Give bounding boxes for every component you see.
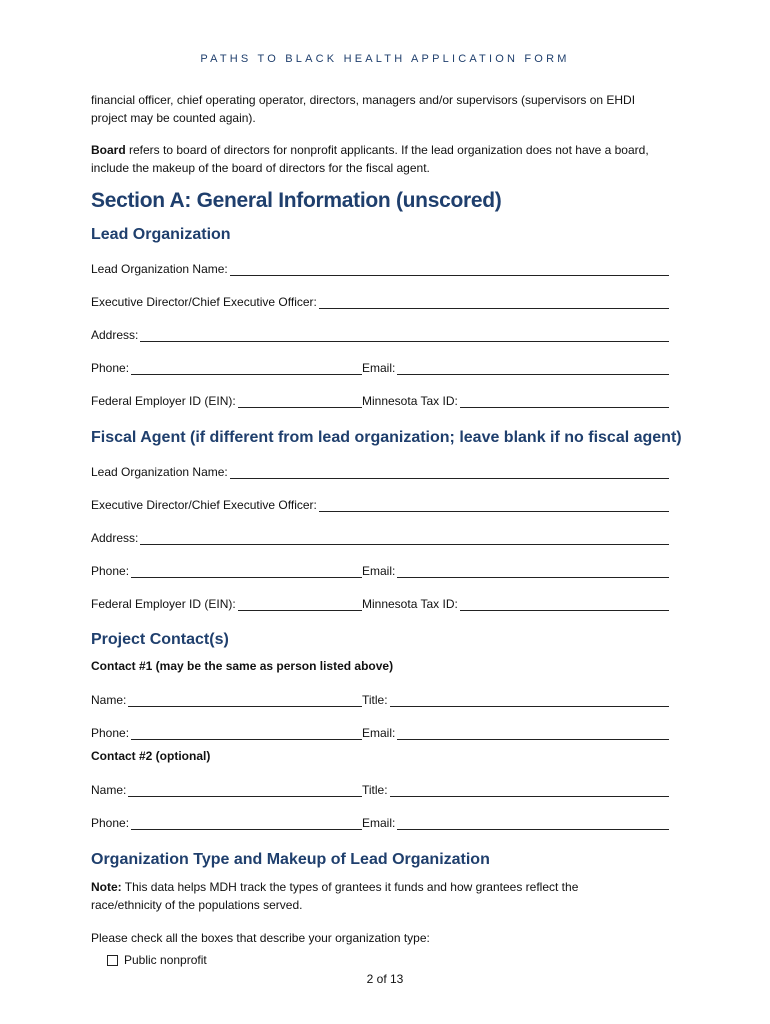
fiscal-org-name-row xyxy=(91,463,669,479)
note-term: Note: xyxy=(91,880,122,894)
field-label: Name: xyxy=(91,693,127,707)
contact-1-name-field[interactable] xyxy=(91,691,362,707)
checkbox-label: Public nonprofit xyxy=(124,953,207,967)
input-line[interactable] xyxy=(128,784,362,797)
lead-address-field[interactable] xyxy=(91,326,669,342)
lead-exec-row xyxy=(91,293,669,309)
field-label: Title: xyxy=(362,783,388,797)
lead-address-row xyxy=(91,326,669,342)
lead-phone-email-row xyxy=(91,359,669,375)
input-line[interactable] xyxy=(230,263,669,276)
input-line[interactable] xyxy=(397,362,669,375)
fiscal-org-name-field[interactable] xyxy=(91,463,669,479)
org-type-heading: Organization Type and Makeup of Lead Organization xyxy=(91,851,490,868)
contact-1-title-field[interactable] xyxy=(362,691,669,707)
input-line[interactable] xyxy=(390,784,669,797)
field-label: Phone: xyxy=(91,816,130,830)
board-definition xyxy=(91,141,671,177)
fiscal-phone-email-row xyxy=(91,562,669,578)
fiscal-exec-field[interactable] xyxy=(91,496,669,512)
field-label: Name: xyxy=(91,783,127,797)
contact-1-name-title-row xyxy=(91,691,669,707)
contact-1-email-field[interactable] xyxy=(362,724,669,740)
input-line[interactable] xyxy=(131,565,362,578)
field-label: Executive Director/Chief Executive Officer: xyxy=(91,498,317,512)
input-line[interactable] xyxy=(319,499,669,512)
field-label: Address: xyxy=(91,531,139,545)
fiscal-agent-heading: Fiscal Agent (if different from lead organization; leave blank if no fiscal agent) xyxy=(91,429,682,446)
contact-1-phone-email-row xyxy=(91,724,669,740)
input-line[interactable] xyxy=(397,727,669,740)
input-line[interactable] xyxy=(131,727,362,740)
input-line[interactable] xyxy=(131,362,362,375)
org-type-note xyxy=(91,878,631,914)
input-line[interactable] xyxy=(390,694,669,707)
contact-1-heading: Contact #1 (may be the same as person listed above) xyxy=(91,659,394,673)
field-label: Email: xyxy=(362,361,396,375)
contact-2-phone-email-row xyxy=(91,814,669,830)
field-label: Minnesota Tax ID: xyxy=(362,394,458,408)
fiscal-exec-row xyxy=(91,496,669,512)
input-line[interactable] xyxy=(460,598,669,611)
fiscal-phone-field[interactable] xyxy=(91,562,362,578)
field-label: Phone: xyxy=(91,564,130,578)
field-label: Email: xyxy=(362,816,396,830)
input-line[interactable] xyxy=(230,466,669,479)
field-label: Title: xyxy=(362,693,388,707)
field-label: Federal Employer ID (EIN): xyxy=(91,394,236,408)
input-line[interactable] xyxy=(397,817,669,830)
field-label: Minnesota Tax ID: xyxy=(362,597,458,611)
project-contacts-heading: Project Contact(s) xyxy=(91,631,229,648)
field-label: Lead Organization Name: xyxy=(91,465,228,479)
page-number: 2 of 13 xyxy=(366,972,404,986)
contact-2-heading: Contact #2 (optional) xyxy=(91,749,211,763)
field-label: Phone: xyxy=(91,726,130,740)
fiscal-mn-tax-field[interactable] xyxy=(362,595,669,611)
lead-email-field[interactable] xyxy=(362,359,669,375)
lead-ein-tax-row xyxy=(91,392,669,408)
input-line[interactable] xyxy=(131,817,362,830)
lead-ein-field[interactable] xyxy=(91,392,362,408)
lead-org-name-row xyxy=(91,260,669,276)
field-label: Federal Employer ID (EIN): xyxy=(91,597,236,611)
contact-2-title-field[interactable] xyxy=(362,781,669,797)
intro-paragraph: financial officer, chief operating operator, directors, managers and/or supervisors (supervisors on EHDI project may be counted again). xyxy=(91,93,636,125)
field-label: Phone: xyxy=(91,361,130,375)
board-term: Board xyxy=(91,143,126,157)
lead-phone-field[interactable] xyxy=(91,359,362,375)
note-text: This data helps MDH track the types of grantees it funds and how grantees reflect the race/ethnicity of the populations served. xyxy=(91,880,579,912)
input-line[interactable] xyxy=(238,395,362,408)
checkbox-public-nonprofit[interactable] xyxy=(107,953,207,967)
contact-2-email-field[interactable] xyxy=(362,814,669,830)
section-title: Section A: General Information (unscored) xyxy=(91,189,502,212)
input-line[interactable] xyxy=(238,598,362,611)
input-line[interactable] xyxy=(140,532,669,545)
contact-2-phone-field[interactable] xyxy=(91,814,362,830)
input-line[interactable] xyxy=(319,296,669,309)
contact-1-phone-field[interactable] xyxy=(91,724,362,740)
field-label: Executive Director/Chief Executive Officer: xyxy=(91,295,317,309)
input-line[interactable] xyxy=(460,395,669,408)
checkbox-box[interactable] xyxy=(107,955,118,966)
input-line[interactable] xyxy=(397,565,669,578)
field-label: Address: xyxy=(91,328,139,342)
fiscal-ein-tax-row xyxy=(91,595,669,611)
lead-org-heading: Lead Organization xyxy=(91,226,231,243)
fiscal-email-field[interactable] xyxy=(362,562,669,578)
lead-mn-tax-field[interactable] xyxy=(362,392,669,408)
page-header: PATHS TO BLACK HEALTH APPLICATION FORM xyxy=(200,53,570,65)
board-text: refers to board of directors for nonprofit applicants. If the lead organization does not have a board, include the makeup of the board of directors for the fiscal agent. xyxy=(91,143,649,175)
input-line[interactable] xyxy=(140,329,669,342)
fiscal-address-field[interactable] xyxy=(91,529,669,545)
field-label: Email: xyxy=(362,726,396,740)
org-type-instruction: Please check all the boxes that describe your organization type: xyxy=(91,931,430,945)
lead-exec-field[interactable] xyxy=(91,293,669,309)
field-label: Email: xyxy=(362,564,396,578)
input-line[interactable] xyxy=(128,694,362,707)
contact-2-name-title-row xyxy=(91,781,669,797)
lead-org-name-field[interactable] xyxy=(91,260,669,276)
field-label: Lead Organization Name: xyxy=(91,262,228,276)
fiscal-address-row xyxy=(91,529,669,545)
fiscal-ein-field[interactable] xyxy=(91,595,362,611)
contact-2-name-field[interactable] xyxy=(91,781,362,797)
